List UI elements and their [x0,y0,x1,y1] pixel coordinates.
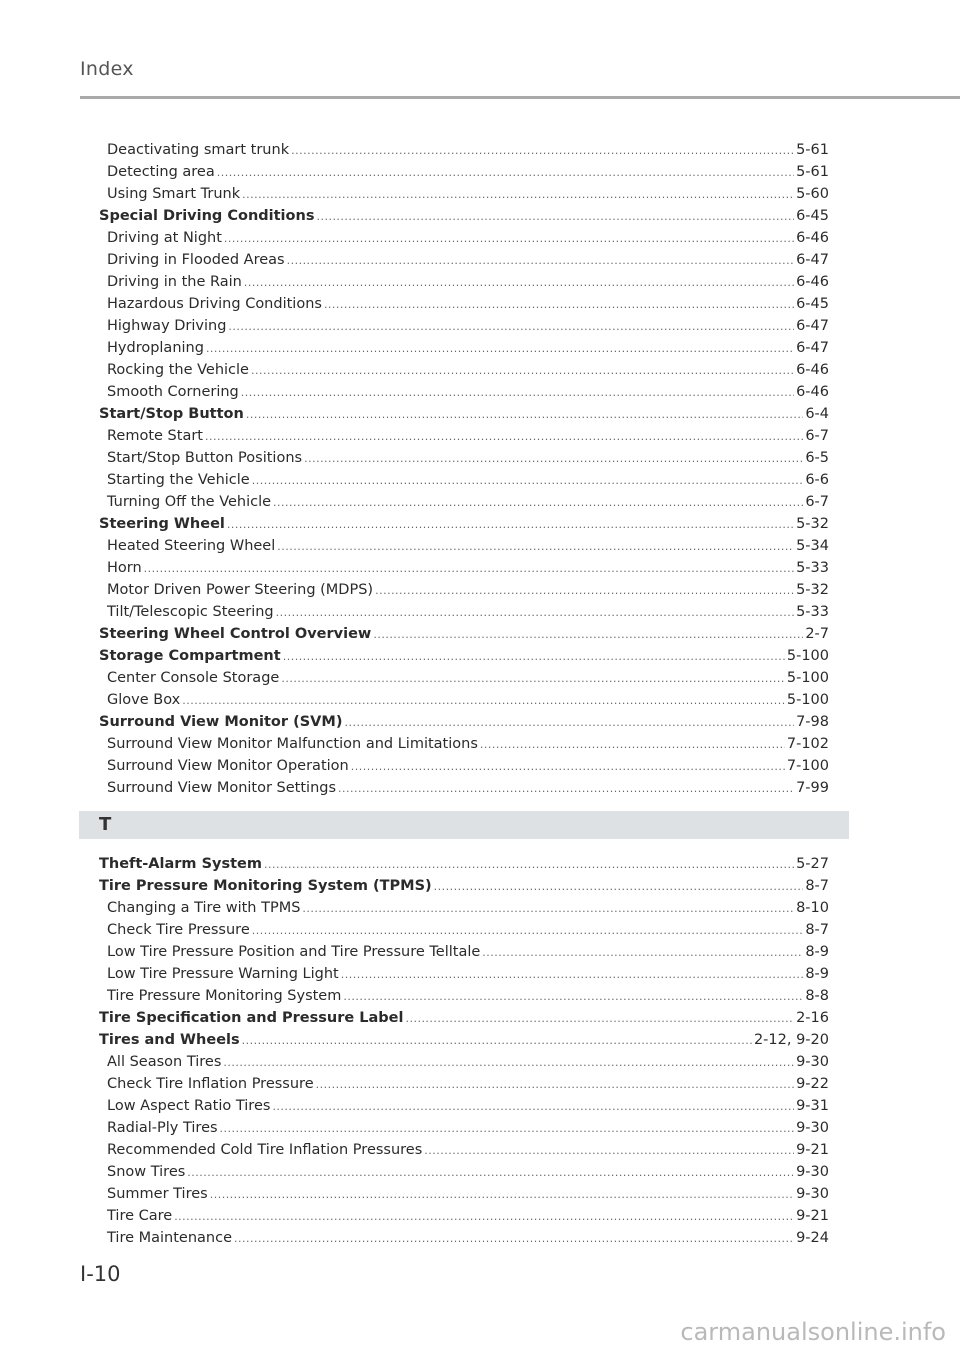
index-entry-sub [99,963,829,985]
index-entry-sub [99,359,829,381]
entry-label: Deactivating smart trunk [107,142,290,158]
index-entry-main [99,711,829,733]
dot-leader [252,470,804,492]
entry-page-ref: 5-27 [796,856,829,872]
dot-leader [242,184,794,206]
dot-leader [482,942,803,964]
entry-label: Steering Wheel [99,516,225,532]
entry-page-ref: 6-7 [805,428,829,444]
dot-leader [227,514,794,536]
entry-page-ref: 8-8 [805,988,829,1004]
entry-label: Tire Care [107,1208,173,1224]
entry-page-ref: 5-100 [786,648,829,664]
dot-leader [343,986,803,1008]
index-entry-main [99,623,829,645]
entry-page-ref: 7-99 [796,780,829,796]
entry-label: Motor Driven Power Steering (MDPS) [107,582,374,598]
entry-label: Center Console Storage [107,670,280,686]
index-entry-sub [99,425,829,447]
dot-leader [480,734,785,756]
dot-leader [276,602,794,624]
index-entry-sub [99,1051,829,1073]
entry-label: Tires and Wheels [99,1032,240,1048]
entry-label: Surround View Monitor (SVM) [99,714,343,730]
entry-page-ref: 6-46 [796,362,829,378]
entry-label: Storage Compartment [99,648,281,664]
index-entry-sub [99,183,829,205]
index-entry-sub [99,897,829,919]
dot-leader [344,712,794,734]
entry-page-ref: 9-21 [796,1142,829,1158]
entry-page-ref: 9-21 [796,1208,829,1224]
dot-leader [287,250,795,272]
dot-leader [341,964,804,986]
entry-label: Surround View Monitor Malfunction and Limitations [107,736,478,752]
index-entry-sub [99,1095,829,1117]
index-entry-sub [99,315,829,337]
entry-page-ref: 8-10 [796,900,829,916]
entry-page-ref: 8-9 [805,966,829,982]
entry-page-ref: 6-47 [796,318,829,334]
index-entry-sub [99,1073,829,1095]
index-entry-sub [99,491,829,513]
entry-label: Using Smart Trunk [107,186,241,202]
dot-leader [224,228,794,250]
dot-leader [281,668,785,690]
entry-page-ref: 6-4 [805,406,829,422]
dot-leader [338,778,794,800]
dot-leader [424,1140,794,1162]
entry-label: Check Tire Inflation Pressure [107,1076,314,1092]
entry-page-ref: 9-24 [796,1230,829,1246]
entry-label: Hydroplaning [107,340,204,356]
dot-leader [304,448,803,470]
entry-page-ref: 2-16 [796,1010,829,1026]
index-entry-sub [99,293,829,315]
entry-page-ref: 9-30 [796,1164,829,1180]
dot-leader [373,624,803,646]
entry-page-ref: 5-60 [796,186,829,202]
entry-page-ref: 6-46 [796,274,829,290]
index-entry-sub [99,579,829,601]
entry-label: Changing a Tire with TPMS [107,900,301,916]
entry-label: All Season Tires [107,1054,222,1070]
entry-page-ref: 5-100 [786,670,829,686]
entry-label: Start/Stop Button Positions [107,450,303,466]
dot-leader [246,404,803,426]
dot-leader [210,1184,794,1206]
entry-label: Highway Driving [107,318,227,334]
entry-label: Steering Wheel Control Overview [99,626,372,642]
dot-leader [174,1206,794,1228]
entry-page-ref: 5-33 [796,560,829,576]
entry-page-ref: 5-100 [786,692,829,708]
entry-page-ref: 7-100 [786,758,829,774]
entry-label: Theft-Alarm System [99,856,262,872]
index-entry-sub [99,1227,829,1249]
entry-label: Rocking the Vehicle [107,362,249,378]
entry-page-ref: 2-12, 9-20 [753,1032,829,1048]
index-entry-sub [99,1117,829,1139]
dot-leader [273,492,803,514]
index-entry-sub [99,1161,829,1183]
index-entry-sub [99,337,829,359]
entry-label: Turning Off the Vehicle [107,494,272,510]
index-entry-sub [99,601,829,623]
entry-page-ref: 6-46 [796,230,829,246]
header-divider [80,96,960,99]
dot-leader [234,1228,794,1250]
index-entry-sub [99,667,829,689]
dot-leader [405,1008,794,1030]
page-header-title: Index [80,58,134,80]
index-entry-sub [99,1205,829,1227]
watermark: carmanualsonline.info [680,1318,946,1346]
entry-page-ref: 5-61 [796,142,829,158]
entry-page-ref: 8-7 [805,878,829,894]
index-entry-sub [99,557,829,579]
index-entry-sub [99,755,829,777]
dot-leader [283,646,785,668]
entry-label: Low Tire Pressure Position and Tire Pressure Telltale [107,944,481,960]
entry-label: Tire Specification and Pressure Label [99,1010,404,1026]
page-number: I-10 [80,1262,121,1286]
index-entry-sub [99,1139,829,1161]
entry-page-ref: 9-30 [796,1120,829,1136]
entry-label: Remote Start [107,428,203,444]
entry-label: Radial-Ply Tires [107,1120,218,1136]
entry-label: Detecting area [107,164,215,180]
entry-page-ref: 2-7 [805,626,829,642]
index-entry-main [99,1007,829,1029]
index-entry-main [99,645,829,667]
entry-label: Hazardous Driving Conditions [107,296,322,312]
dot-leader [182,690,785,712]
index-entry-sub [99,227,829,249]
dot-leader [144,558,794,580]
entry-label: Tire Maintenance [107,1230,232,1246]
entry-page-ref: 8-7 [805,922,829,938]
index-entry-main [99,513,829,535]
entry-page-ref: 7-102 [786,736,829,752]
dot-leader [252,920,804,942]
index-entry-sub [99,161,829,183]
entry-label: Driving in the Rain [107,274,242,290]
dot-leader [375,580,794,602]
entry-label: Start/Stop Button [99,406,244,422]
index-entry-main [99,403,829,425]
index-entry-sub [99,941,829,963]
index-list [99,139,829,1249]
dot-leader [205,426,803,448]
entry-label: Recommended Cold Tire Inflation Pressures [107,1142,423,1158]
entry-label: Horn [107,560,142,576]
entry-page-ref: 5-61 [796,164,829,180]
dot-leader [291,140,794,162]
dot-leader [272,1096,794,1118]
entry-label: Summer Tires [107,1186,208,1202]
entry-page-ref: 5-32 [796,582,829,598]
entry-label: Special Driving Conditions [99,208,315,224]
entry-page-ref: 5-33 [796,604,829,620]
index-entry-sub [99,689,829,711]
index-entry-sub [99,469,829,491]
entry-label: Tilt/Telescopic Steering [107,604,274,620]
index-entry-sub [99,777,829,799]
index-entry-sub [99,249,829,271]
entry-label: Surround View Monitor Operation [107,758,349,774]
entry-label: Check Tire Pressure [107,922,250,938]
entry-label: Tire Pressure Monitoring System (TPMS) [99,878,432,894]
entry-label: Heated Steering Wheel [107,538,276,554]
entry-label: Driving in Flooded Areas [107,252,285,268]
entry-page-ref: 6-47 [796,340,829,356]
entry-label: Low Aspect Ratio Tires [107,1098,271,1114]
index-entry-main [99,875,829,897]
entry-label: Surround View Monitor Settings [107,780,337,796]
dot-leader [244,272,794,294]
entry-page-ref: 6-6 [805,472,829,488]
entry-label: Smooth Cornering [107,384,239,400]
dot-leader [351,756,785,778]
index-entry-sub [99,139,829,161]
dot-leader [316,1074,794,1096]
dot-leader [223,1052,794,1074]
index-entry-sub [99,919,829,941]
entry-page-ref: 6-5 [805,450,829,466]
entry-page-ref: 9-30 [796,1054,829,1070]
dot-leader [316,206,794,228]
dot-leader [187,1162,794,1184]
index-entry-main [99,205,829,227]
dot-leader [220,1118,795,1140]
entry-page-ref: 9-31 [796,1098,829,1114]
dot-leader [324,294,794,316]
entry-label: Low Tire Pressure Warning Light [107,966,339,982]
index-entry-sub [99,733,829,755]
entry-page-ref: 5-34 [796,538,829,554]
entry-page-ref: 6-45 [796,208,829,224]
index-entry-sub [99,985,829,1007]
entry-label: Tire Pressure Monitoring System [107,988,342,1004]
entry-page-ref: 9-22 [796,1076,829,1092]
entry-label: Snow Tires [107,1164,186,1180]
dot-leader [277,536,794,558]
entry-page-ref: 7-98 [796,714,829,730]
dot-leader [206,338,794,360]
entry-page-ref: 9-30 [796,1186,829,1202]
dot-leader [217,162,794,184]
entry-label: Starting the Vehicle [107,472,250,488]
dot-leader [302,898,794,920]
entry-page-ref: 5-32 [796,516,829,532]
index-entry-sub [99,447,829,469]
entry-page-ref: 6-7 [805,494,829,510]
dot-leader [228,316,794,338]
entry-page-ref: 8-9 [805,944,829,960]
dot-leader [241,382,794,404]
entry-page-ref: 6-45 [796,296,829,312]
section-letter-header: T [79,811,849,839]
index-entry-sub [99,535,829,557]
dot-leader [251,360,794,382]
index-entry-sub [99,271,829,293]
index-entry-sub [99,1183,829,1205]
index-entry-main [99,853,829,875]
dot-leader [264,854,794,876]
index-entry-main [99,1029,829,1051]
dot-leader [434,876,804,898]
entry-page-ref: 6-47 [796,252,829,268]
index-entry-sub [99,381,829,403]
entry-page-ref: 6-46 [796,384,829,400]
dot-leader [242,1030,752,1052]
entry-label: Driving at Night [107,230,222,246]
entry-label: Glove Box [107,692,181,708]
